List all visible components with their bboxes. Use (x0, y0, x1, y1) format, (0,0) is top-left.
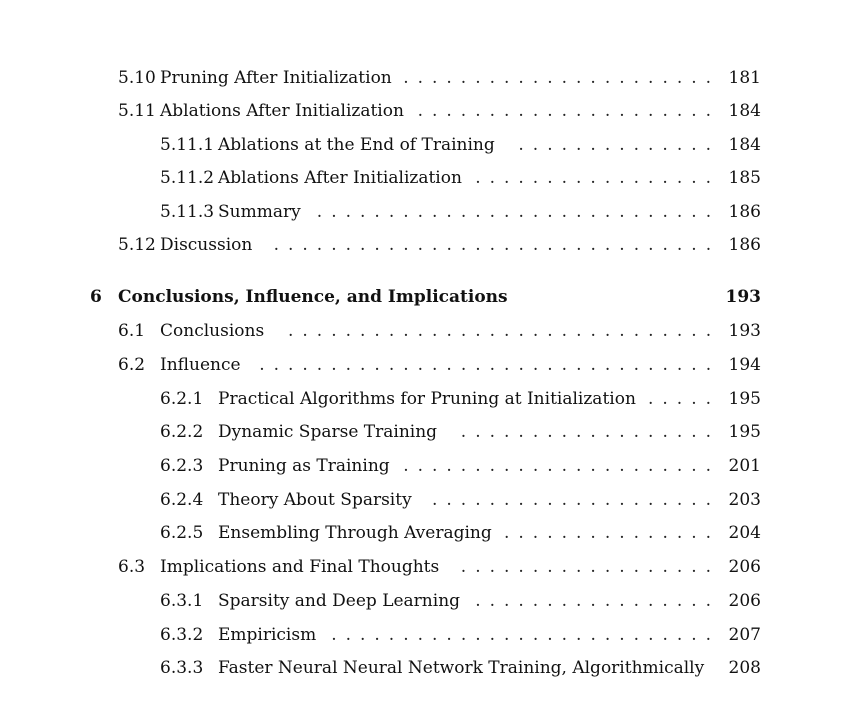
toc-entry-title: Theory About Sparsity (218, 488, 418, 512)
toc-entry-title: Empiricism (218, 623, 322, 647)
toc-entry-page: 184 (728, 135, 761, 155)
dot-leader: ............... (504, 523, 720, 543)
toc-entry-number: 6.1 (118, 321, 146, 341)
toc-entry-page: 193 (728, 321, 761, 341)
dot-leader: ................................ (259, 355, 720, 375)
toc-entry-page: 201 (728, 456, 761, 476)
toc-entry[interactable] (0, 200, 866, 224)
dot-leader: ..................... (417, 101, 720, 121)
toc-entry-number: 5.11.3 (160, 202, 215, 222)
toc-entry-title: Ensembling Through Averaging (218, 521, 498, 545)
toc-entry-title: Pruning After Initialization (160, 66, 398, 90)
toc-entry-page: 207 (728, 625, 761, 645)
toc-entry-number: 6.3 (118, 557, 146, 577)
toc-chapter-entry[interactable] (0, 285, 866, 309)
dot-leader: .............................. (288, 321, 720, 341)
toc-entry-title: Conclusions (160, 319, 270, 343)
toc-entry-page: 185 (728, 168, 761, 188)
toc-entry-page: 206 (728, 591, 761, 611)
toc-entry-title: Faster Neural Neural Network Training, Algorithmically (218, 656, 710, 680)
toc-entry[interactable] (0, 387, 866, 411)
toc-entry-page: 184 (728, 101, 761, 121)
toc-entry-title: Dynamic Sparse Training (218, 420, 443, 444)
toc-entry[interactable] (0, 656, 866, 680)
toc-entry-number: 5.11 (118, 101, 156, 121)
toc-entry-page: 208 (728, 658, 761, 678)
toc-entry-title: Pruning as Training (218, 454, 396, 478)
dot-leader: ............................ (316, 202, 720, 222)
dot-leader: .................. (460, 557, 720, 577)
toc-entry-number: 5.11.1 (160, 135, 215, 155)
toc-entry-number: 5.12 (118, 235, 156, 255)
toc-entry[interactable] (0, 99, 866, 123)
toc-entry[interactable] (0, 166, 866, 190)
dot-leader: ............................... (273, 235, 720, 255)
toc-entry-title: Ablations After Initialization (218, 166, 468, 190)
toc-entry[interactable] (0, 420, 866, 444)
toc-entry-title: Sparsity and Deep Learning (218, 589, 466, 613)
toc-entry[interactable] (0, 319, 866, 343)
toc-entry-number: 6.3.3 (160, 658, 204, 678)
toc-entry-title: Influence (160, 353, 247, 377)
toc-entry-page: 195 (728, 422, 761, 442)
toc-entry-title: Implications and Final Thoughts (160, 555, 445, 579)
dot-leader: .................... (432, 490, 720, 510)
toc-entry[interactable] (0, 521, 866, 545)
toc-entry-number: 6.2.4 (160, 490, 204, 510)
toc-entry-page: 186 (728, 235, 761, 255)
toc-entry-number: 6 (90, 287, 102, 307)
toc-entry-title: Practical Algorithms for Pruning at Initialization (218, 387, 642, 411)
toc-entry-number: 6.2 (118, 355, 146, 375)
dot-leader: ........................... (331, 625, 720, 645)
toc-entry[interactable] (0, 353, 866, 377)
toc-entry-title: Summary (218, 200, 307, 224)
dot-leader: ...................... (403, 68, 720, 88)
toc-entry-page: 194 (728, 355, 761, 375)
toc-entry-number: 6.2.2 (160, 422, 204, 442)
toc-entry[interactable] (0, 488, 866, 512)
dot-leader: .................. (460, 422, 720, 442)
dot-leader: ...................... (403, 456, 720, 476)
toc-entry-title: Discussion (160, 233, 258, 257)
toc-entry-page: 206 (728, 557, 761, 577)
toc-entry[interactable] (0, 66, 866, 90)
toc-entry[interactable] (0, 233, 866, 257)
toc-entry-number: 5.11.2 (160, 168, 215, 188)
toc-entry-number: 5.10 (118, 68, 156, 88)
toc-entry-title: Conclusions, Influence, and Implications (118, 285, 514, 309)
toc-entry-number: 6.2.5 (160, 523, 204, 543)
toc-entry-page: 186 (728, 202, 761, 222)
toc-entry-number: 6.2.1 (160, 389, 204, 409)
toc-entry-page: 181 (728, 68, 761, 88)
toc-entry-title: Ablations at the End of Training (218, 133, 501, 157)
toc-entry-page: 195 (728, 389, 761, 409)
toc-entry[interactable] (0, 555, 866, 579)
toc-entry-page: 204 (728, 523, 761, 543)
toc-entry-number: 6.2.3 (160, 456, 204, 476)
dot-leader: ................. (475, 168, 720, 188)
toc-entry[interactable] (0, 623, 866, 647)
toc-entry[interactable] (0, 454, 866, 478)
dot-leader: ................. (475, 591, 720, 611)
toc-entry[interactable] (0, 133, 866, 157)
toc-entry-title: Ablations After Initialization (160, 99, 410, 123)
dot-leader: ..... (648, 389, 720, 409)
dot-leader: .............. (518, 135, 720, 155)
toc-entry-page: 193 (725, 287, 761, 307)
toc-entry[interactable] (0, 589, 866, 613)
toc-entry-number: 6.3.2 (160, 625, 204, 645)
toc-entry-number: 6.3.1 (160, 591, 204, 611)
toc-entry-page: 203 (728, 490, 761, 510)
